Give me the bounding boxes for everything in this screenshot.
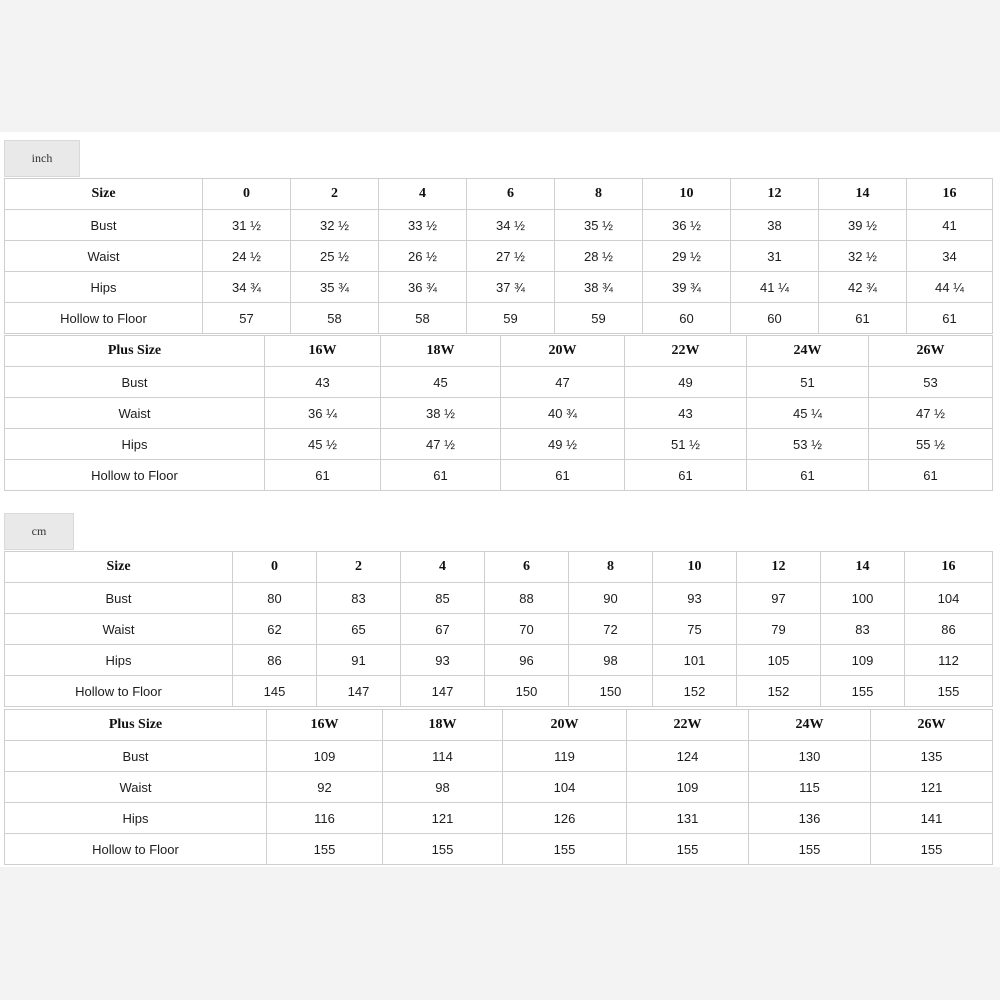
table-row [5,772,993,803]
table-cell: 62 [233,614,317,645]
table-cell: 34 ½ [467,210,555,241]
table-cell: 152 [737,676,821,707]
table-cell: 104 [905,583,993,614]
header-cell: 8 [569,552,653,583]
tab-inch[interactable] [4,140,80,177]
header-cell: Size [5,552,233,583]
header-cell: 2 [317,552,401,583]
table-cell: 130 [749,741,871,772]
table-cell: 109 [821,645,905,676]
table-cell: 131 [627,803,749,834]
table-cell: 93 [653,583,737,614]
table-cell: 49 ½ [501,429,625,460]
table-cell: 61 [501,460,625,491]
table-cell: 35 ½ [555,210,643,241]
table-cell: 96 [485,645,569,676]
table-cell: 145 [233,676,317,707]
table-cell: 155 [749,834,871,865]
table-cell: 42 ¾ [819,272,907,303]
table-cell: 31 ½ [203,210,291,241]
table-cell: 104 [503,772,627,803]
row-label: Bust [5,741,267,772]
header-cell: 6 [485,552,569,583]
header-cell: 6 [467,179,555,210]
table-cell: 40 ¾ [501,398,625,429]
table-cell: 59 [467,303,555,334]
table-cell: 97 [737,583,821,614]
header-cell: 12 [737,552,821,583]
row-label: Hips [5,803,267,834]
table-cell: 45 ¼ [747,398,869,429]
table-cell: 26 ½ [379,241,467,272]
table-cell: 83 [821,614,905,645]
table-row [5,583,993,614]
header-cell: 16W [265,336,381,367]
table-cell: 38 ¾ [555,272,643,303]
row-label: Bust [5,583,233,614]
table-cell: 60 [643,303,731,334]
row-label: Hollow to Floor [5,303,203,334]
header-cell: 0 [233,552,317,583]
table-cell: 60 [731,303,819,334]
table-cell: 59 [555,303,643,334]
table-cell: 32 ½ [291,210,379,241]
header-cell: 20W [503,710,627,741]
table-cell: 36 ½ [643,210,731,241]
table-cell: 147 [317,676,401,707]
inch-plus-size-table [4,335,993,491]
table-cell: 147 [401,676,485,707]
table-cell: 53 ½ [747,429,869,460]
table-cell: 43 [625,398,747,429]
table-cell: 136 [749,803,871,834]
table-cell: 152 [653,676,737,707]
table-cell: 41 ¼ [731,272,819,303]
header-cell: Plus Size [5,336,265,367]
table-cell: 25 ½ [291,241,379,272]
header-cell: Plus Size [5,710,267,741]
table-row [5,367,993,398]
inch-standard-size-table [4,178,993,334]
table-cell: 121 [871,772,993,803]
tab-inch-label: inch [31,151,53,165]
table-cell: 61 [381,460,501,491]
header-cell: 4 [401,552,485,583]
table-cell: 58 [379,303,467,334]
header-cell: 26W [871,710,993,741]
table-cell: 57 [203,303,291,334]
header-cell: 14 [821,552,905,583]
table-cell: 115 [749,772,871,803]
tab-cm-label: cm [31,524,47,538]
table-cell: 35 ¾ [291,272,379,303]
table-row [5,429,993,460]
table-row [5,741,993,772]
tab-cm[interactable] [4,513,74,550]
header-cell: 24W [749,710,871,741]
table-cell: 27 ½ [467,241,555,272]
header-cell: 16 [907,179,993,210]
table-cell: 29 ½ [643,241,731,272]
table-cell: 47 ½ [381,429,501,460]
table-cell: 65 [317,614,401,645]
header-cell: 16W [267,710,383,741]
table-cell: 86 [233,645,317,676]
header-cell: 0 [203,179,291,210]
table-row [5,272,993,303]
table-row [5,614,993,645]
header-cell: 18W [383,710,503,741]
header-cell: 2 [291,179,379,210]
row-label: Waist [5,241,203,272]
cm-plus-size-table [4,709,993,865]
table-header-row [5,710,993,741]
table-cell: 93 [401,645,485,676]
table-row [5,803,993,834]
table-cell: 109 [627,772,749,803]
table-cell: 31 [731,241,819,272]
table-cell: 116 [267,803,383,834]
row-label: Hips [5,645,233,676]
table-cell: 61 [907,303,993,334]
table-cell: 38 [731,210,819,241]
table-row [5,241,993,272]
header-cell: 8 [555,179,643,210]
table-cell: 105 [737,645,821,676]
table-cell: 91 [317,645,401,676]
table-cell: 51 [747,367,869,398]
table-cell: 45 ½ [265,429,381,460]
row-label: Bust [5,367,265,398]
table-cell: 100 [821,583,905,614]
table-cell: 135 [871,741,993,772]
table-cell: 34 [907,241,993,272]
table-row [5,210,993,241]
table-cell: 121 [383,803,503,834]
table-cell: 39 ½ [819,210,907,241]
header-cell: 20W [501,336,625,367]
table-row [5,645,993,676]
table-cell: 141 [871,803,993,834]
table-cell: 92 [267,772,383,803]
table-cell: 155 [821,676,905,707]
row-label: Hips [5,272,203,303]
table-cell: 150 [569,676,653,707]
row-label: Waist [5,772,267,803]
header-cell: 10 [643,179,731,210]
table-header-row [5,552,993,583]
row-label: Hollow to Floor [5,676,233,707]
header-cell: 22W [625,336,747,367]
table-cell: 112 [905,645,993,676]
table-cell: 119 [503,741,627,772]
table-cell: 33 ½ [379,210,467,241]
header-cell: 22W [627,710,749,741]
table-cell: 124 [627,741,749,772]
row-label: Waist [5,398,265,429]
table-cell: 37 ¾ [467,272,555,303]
table-cell: 155 [627,834,749,865]
table-row [5,303,993,334]
table-cell: 58 [291,303,379,334]
table-cell: 114 [383,741,503,772]
table-cell: 32 ½ [819,241,907,272]
table-cell: 38 ½ [381,398,501,429]
table-cell: 51 ½ [625,429,747,460]
header-cell: 18W [381,336,501,367]
table-cell: 90 [569,583,653,614]
table-cell: 47 [501,367,625,398]
table-cell: 61 [869,460,993,491]
table-cell: 155 [905,676,993,707]
header-cell: 16 [905,552,993,583]
table-cell: 155 [503,834,627,865]
table-cell: 41 [907,210,993,241]
row-label: Hollow to Floor [5,460,265,491]
table-header-row [5,336,993,367]
table-cell: 75 [653,614,737,645]
table-cell: 155 [267,834,383,865]
table-cell: 85 [401,583,485,614]
table-cell: 61 [265,460,381,491]
table-row [5,834,993,865]
table-row [5,676,993,707]
table-row [5,460,993,491]
table-cell: 86 [905,614,993,645]
table-cell: 43 [265,367,381,398]
table-cell: 79 [737,614,821,645]
table-cell: 53 [869,367,993,398]
table-cell: 70 [485,614,569,645]
table-cell: 80 [233,583,317,614]
table-cell: 61 [625,460,747,491]
table-cell: 88 [485,583,569,614]
table-cell: 61 [819,303,907,334]
row-label: Bust [5,210,203,241]
table-cell: 155 [871,834,993,865]
table-cell: 28 ½ [555,241,643,272]
table-cell: 44 ¼ [907,272,993,303]
header-cell: 14 [819,179,907,210]
table-cell: 101 [653,645,737,676]
table-header-row [5,179,993,210]
header-cell: Size [5,179,203,210]
table-cell: 61 [747,460,869,491]
table-cell: 155 [383,834,503,865]
table-row [5,398,993,429]
table-cell: 36 ¾ [379,272,467,303]
table-cell: 83 [317,583,401,614]
table-cell: 55 ½ [869,429,993,460]
header-cell: 24W [747,336,869,367]
table-cell: 45 [381,367,501,398]
table-cell: 39 ¾ [643,272,731,303]
row-label: Hips [5,429,265,460]
row-label: Hollow to Floor [5,834,267,865]
table-cell: 36 ¼ [265,398,381,429]
table-cell: 98 [569,645,653,676]
table-cell: 150 [485,676,569,707]
table-cell: 98 [383,772,503,803]
table-cell: 24 ½ [203,241,291,272]
table-cell: 47 ½ [869,398,993,429]
cm-standard-size-table [4,551,993,707]
header-cell: 4 [379,179,467,210]
table-cell: 72 [569,614,653,645]
table-cell: 126 [503,803,627,834]
row-label: Waist [5,614,233,645]
header-cell: 26W [869,336,993,367]
header-cell: 10 [653,552,737,583]
table-cell: 49 [625,367,747,398]
table-cell: 34 ¾ [203,272,291,303]
table-cell: 109 [267,741,383,772]
table-cell: 67 [401,614,485,645]
header-cell: 12 [731,179,819,210]
